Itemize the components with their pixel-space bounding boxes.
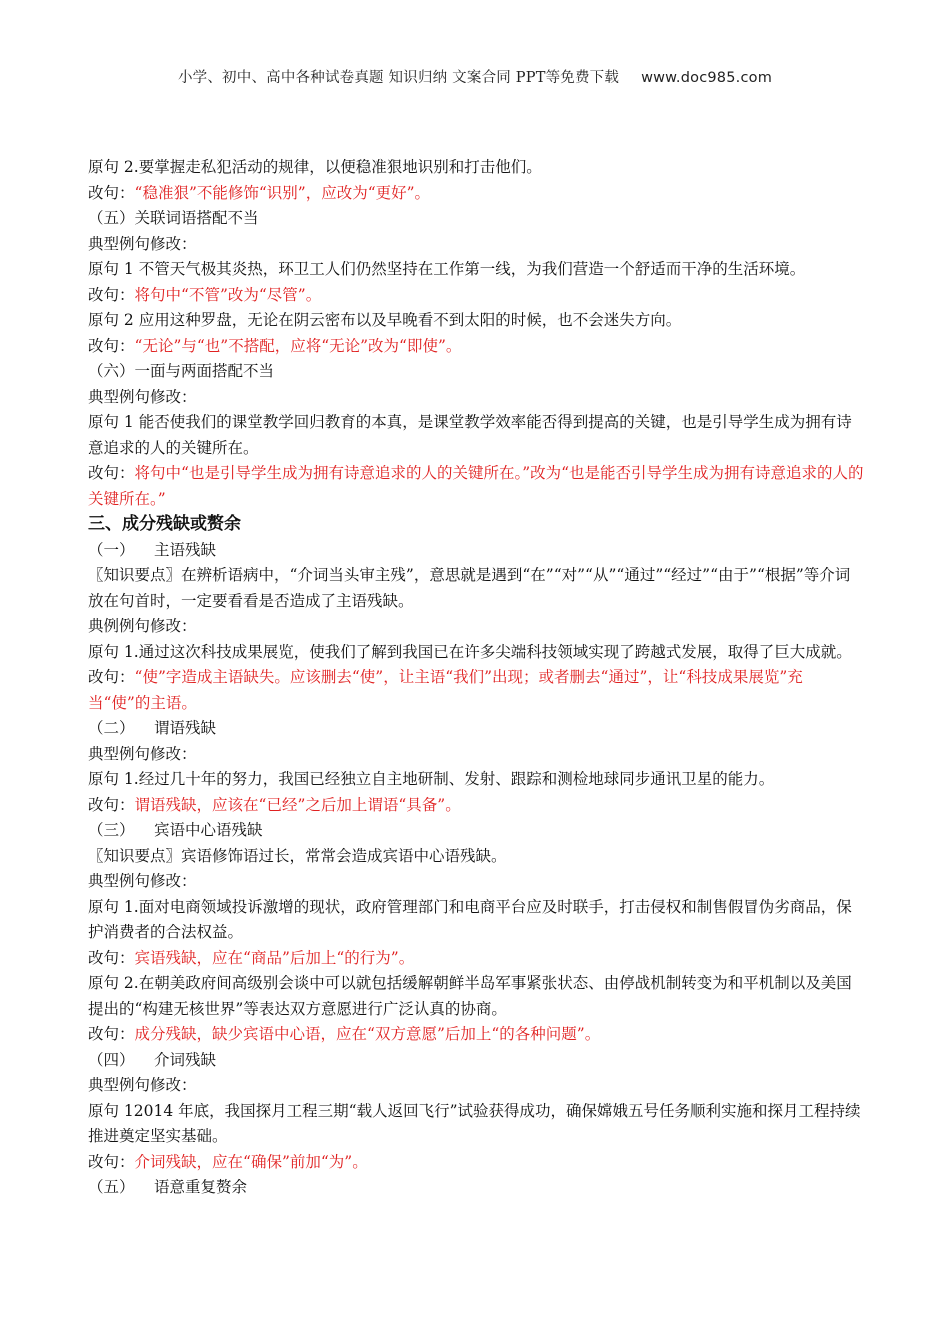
text-line: 原句 1 能否使我们的课堂教学回归教育的本真，是课堂教学效率能否得到提高的关键，也是引导学生成为拥有诗意追求的人的关键所在。	[88, 413, 852, 457]
correction-text: 宾语残缺，应在“商品”后加上“的行为”。	[134, 948, 415, 967]
correction-line	[88, 665, 864, 716]
document-body	[88, 155, 864, 1201]
text-line: 原句 2 应用这种罗盘，无论在阴云密布以及早晚看不到太阳的时候，也不会迷失方向。	[88, 311, 682, 329]
text-line: 〖知识要点〗宾语修饰语过长，常常会造成宾语中心语残缺。	[88, 846, 507, 865]
text-line: （六）一面与两面搭配不当	[88, 362, 275, 380]
text-line: 典型例句修改：	[88, 744, 197, 763]
correction-label: 改句：	[88, 1025, 135, 1043]
correction-text: 介词残缺，应在“确保”前加“为”。	[134, 1152, 368, 1171]
correction-line	[88, 946, 864, 972]
section-heading: 三、成分残缺或赘余	[88, 514, 241, 534]
subsection-heading	[88, 716, 864, 742]
correction-text: “稳准狠”不能修饰“识别”，应改为“更好”。	[134, 183, 431, 202]
correction-text: 成分残缺，缺少宾语中心语，应在“双方意愿”后加上“的各种问题”。	[134, 1025, 601, 1043]
subsection-heading	[88, 818, 864, 844]
header-text: 小学、初中、高中各种试卷真题 知识归纳 文案合同 PPT等免费下载	[177, 70, 620, 86]
text-line: 典型例句修改：	[88, 234, 197, 253]
correction-label: 改句：	[88, 336, 135, 355]
correction-line	[88, 461, 864, 512]
correction-label: 改句：	[88, 668, 135, 686]
correction-line	[88, 283, 864, 309]
correction-label: 改句：	[88, 1152, 135, 1171]
subsection-heading	[88, 1048, 864, 1074]
text-line: 原句 12014 年底，我国探月工程三期“载人返回飞行”试验获得成功，确保嫦娥五号任务顺利实施和探月工程持续推进奠定坚实基础。	[88, 1101, 861, 1145]
correction-text: 将句中“也是引导学生成为拥有诗意追求的人的关键所在。”改为“也是能否引导学生成为拥有诗意追求的人的关键所在。”	[88, 464, 864, 508]
correction-label: 改句：	[88, 285, 135, 304]
text-line: 典型例句修改：	[88, 872, 197, 890]
subsection-number: （五）	[88, 1178, 135, 1196]
text-line: 原句 1.通过这次科技成果展览，使我们了解到我国已在许多尖端科技领域实现了跨越式发展，取得了巨大成就。	[88, 642, 852, 661]
subsection-heading	[88, 1175, 864, 1201]
correction-label: 改句：	[88, 183, 135, 202]
correction-line	[88, 793, 864, 819]
subsection-number: （四）	[88, 1050, 135, 1069]
subsection-title: 宾语中心语残缺	[154, 821, 263, 839]
subsection-title: 语意重复赘余	[154, 1178, 248, 1196]
header-site: www.doc985.com	[641, 70, 773, 86]
correction-text: 将句中“不管”改为“尽管”。	[134, 285, 322, 304]
text-line: 原句 1 不管天气极其炎热，环卫工人们仍然坚持在工作第一线，为我们营造一个舒适而干净的生活环境。	[88, 260, 806, 278]
correction-label: 改句：	[88, 795, 135, 814]
subsection-number: （三）	[88, 821, 135, 839]
text-line: （五）关联词语搭配不当	[88, 209, 259, 227]
correction-line	[88, 1150, 864, 1176]
correction-label: 改句：	[88, 464, 135, 482]
text-line: 〖知识要点〗在辨析语病中，“介词当头审主残”，意思就是遇到“在”“对”“从”“通过”“经过”“由于”“根据”等介词放在句首时，一定要看看是否造成了主语残缺。	[88, 566, 851, 610]
correction-line	[88, 181, 864, 207]
subsection-number: （二）	[88, 719, 135, 737]
subsection-heading	[88, 538, 864, 564]
subsection-title: 主语残缺	[154, 540, 217, 559]
correction-line	[88, 1022, 864, 1048]
correction-label: 改句：	[88, 948, 135, 967]
correction-text: “无论”与“也”不搭配，应将“无论”改为“即使”。	[134, 336, 462, 355]
text-line: 典例例句修改：	[88, 617, 197, 635]
subsection-title: 介词残缺	[154, 1050, 217, 1069]
text-line: 原句 2.要掌握走私犯活动的规律，以便稳准狠地识别和打击他们。	[88, 158, 542, 176]
page-header	[0, 66, 950, 87]
correction-text: “使”字造成主语缺失。应该删去“使”，让主语“我们”出现；或者删去“通过”，让“科技成果展览”充当“使”的主语。	[88, 668, 803, 712]
subsection-number: （一）	[88, 540, 135, 559]
text-line: 典型例句修改：	[88, 1076, 197, 1094]
text-line: 原句 1.经过几十年的努力，我国已经独立自主地研制、发射、跟踪和测检地球同步通讯卫星的能力。	[88, 770, 775, 788]
correction-line	[88, 334, 864, 360]
text-line: 典型例句修改：	[88, 387, 197, 406]
subsection-title: 谓语残缺	[154, 719, 217, 737]
text-line: 原句 1.面对电商领域投诉激增的现状，政府管理部门和电商平台应及时联手，打击侵权和制售假冒伪劣商品，保护消费者的合法权益。	[88, 897, 852, 941]
text-line: 原句 2.在朝美政府间高级别会谈中可以就包括缓解朝鲜半岛军事紧张状态、由停战机制转变为和平机制以及美国提出的“构建无核世界”等表达双方意愿进行广泛认真的协商。	[88, 974, 852, 1018]
correction-text: 谓语残缺，应该在“已经”之后加上谓语“具备”。	[134, 795, 461, 814]
